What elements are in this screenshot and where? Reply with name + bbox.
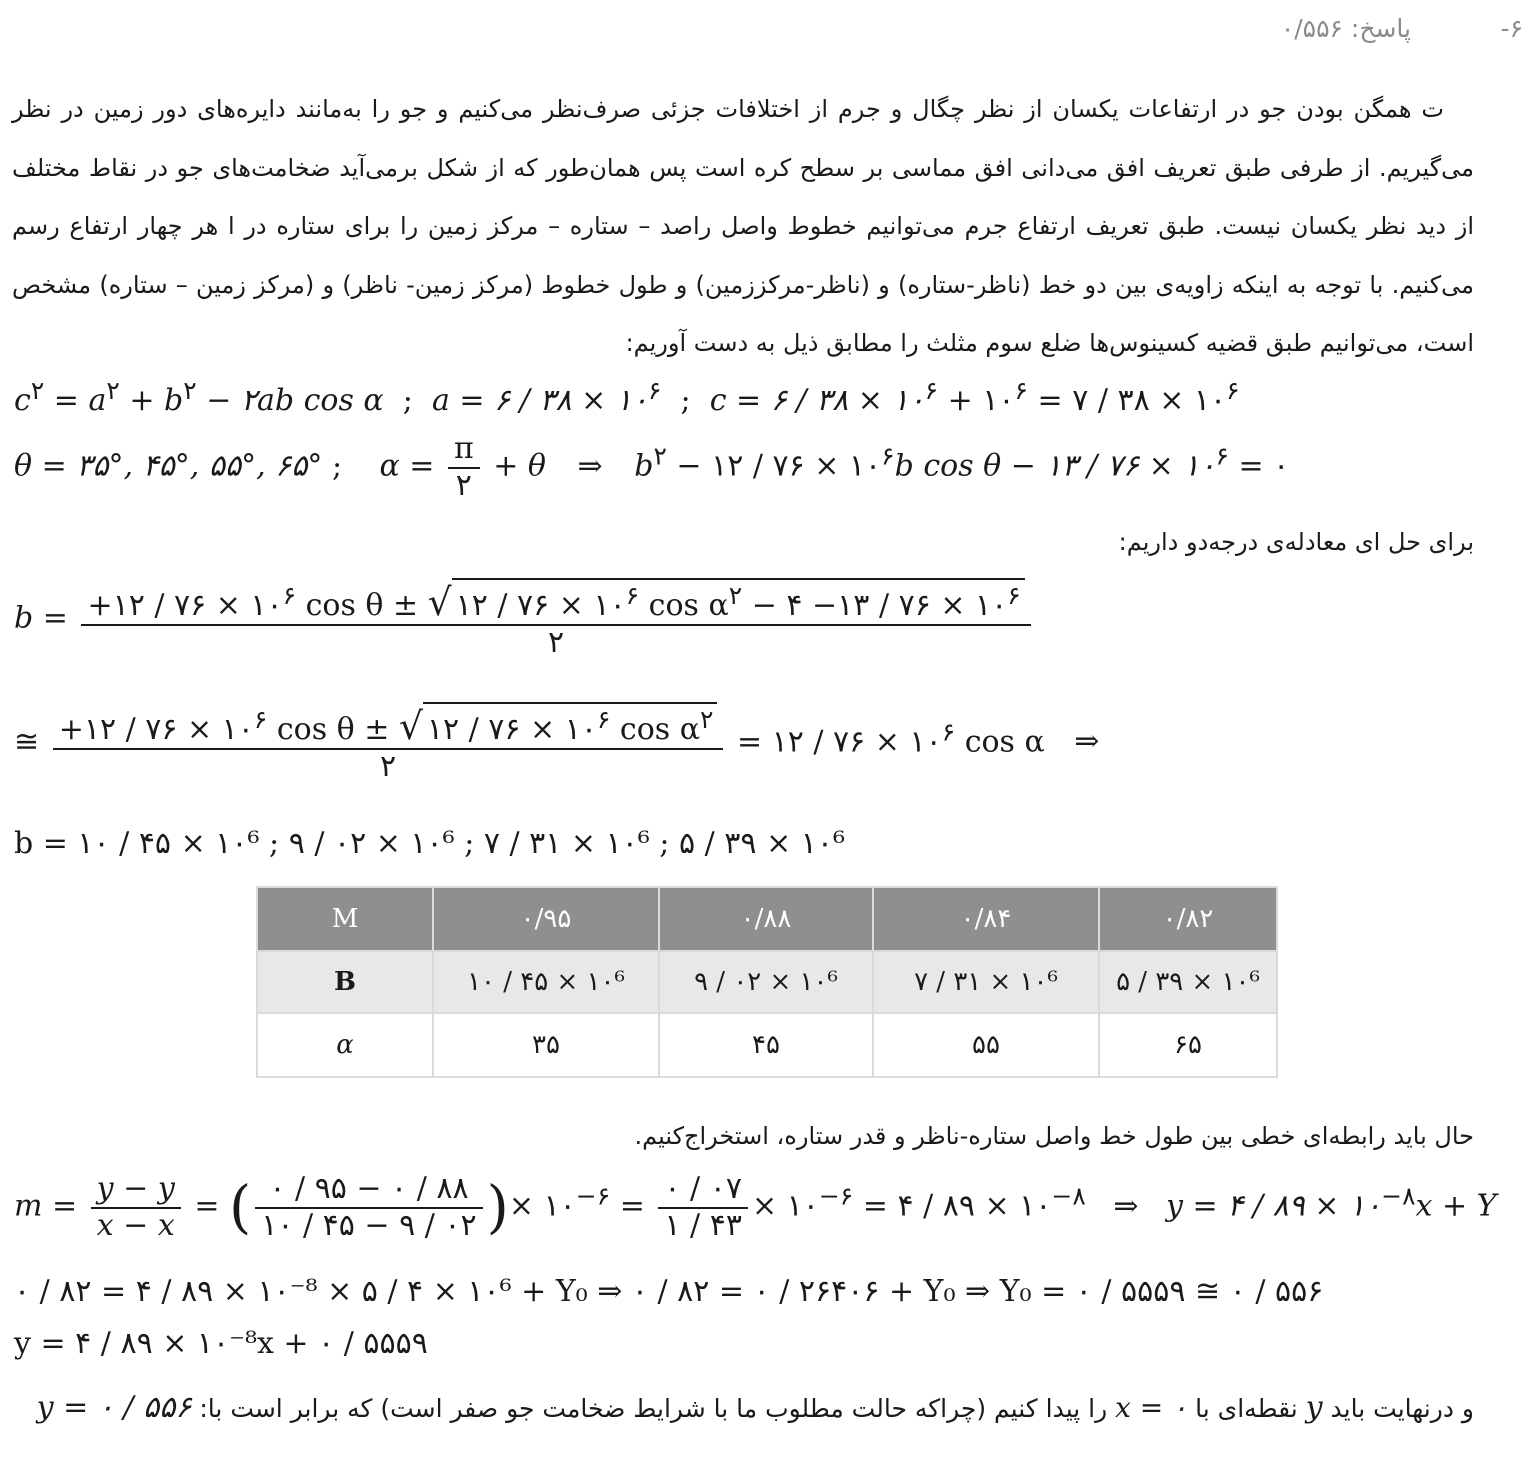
equation-slope — [14, 1172, 1496, 1243]
table-header-cell: ۰/۸۲ — [1099, 887, 1277, 951]
table-cell: ۴۵ — [659, 1013, 873, 1077]
table-cell: ۱۰ / ۴۵ × ۱۰⁶ — [433, 951, 659, 1013]
eq6-y: y = ۴ / ۸۹ × ۱۰ — [1166, 1188, 1382, 1224]
eq3-exp: ۶ — [282, 581, 297, 610]
eq2-exp: ۶ — [881, 441, 895, 471]
eq6-frac1-num: y − y — [91, 1172, 181, 1209]
eq1-lhs: c — [14, 383, 31, 418]
eq6-arrow: ⇒ — [1113, 1188, 1139, 1224]
eq2-plus-theta: + θ — [493, 448, 546, 484]
eq3-exp: ۶ — [625, 581, 640, 610]
eq4-frac — [53, 702, 724, 785]
eq6-frac1 — [91, 1172, 181, 1243]
intro-text: ت همگن بودن جو در ارتفاعات یکسان از نظر چگال و جرم از اختلافات جزئی صرف‌نظر می‌کنیم و جو را به‌مانند دایره‌های دور زمین در نظر می‌گیریم. از طرفی طبق تعریف افق می‌دانی افق مماسی بر سطح کره است پس همان‌طور که از شکل برمی‌آید ضخامت‌های جو در نقاط مختلف از دید نظر یکسان نیست. طبق تعریف ارتفاع جرم می‌توانیم خطوط واصل راصد – ستاره – مرکز زمین را برای ستاره در ا هر چهار ارتفاع رسم می‌کنیم. با توجه به اینکه زاویه‌ی بین دو خط (ناظر-ستاره) و (ناظر-مرکززمین) و طول خطوط (مرکز زمین- ناظر) و (مرکز زمین – ستاره) مشخص است، می‌توانیم طبق قضیه کسینوس‌ها ضلع سوم مثلث را مطابق ذیل به دست آوریم: — [12, 95, 1474, 358]
linear-intro: حال باید رابطه‌ای خطی بین طول خط واصل ستاره-ناظر و قدر ستاره، استخراج‌کنیم. — [634, 1122, 1474, 1150]
eq2-pi: π — [448, 432, 480, 469]
final-part2: نقطه‌ای با — [1187, 1394, 1306, 1423]
eq4-root-inner: ۱۲ / ۷۶ × ۱۰ — [426, 712, 597, 747]
eq6-exp: −۶ — [575, 1181, 611, 1211]
table-header-row — [257, 887, 1277, 951]
eq4-numerator — [53, 702, 724, 750]
eq6-frac3-den: ۱ / ۴۳ — [664, 1207, 742, 1243]
eq3-cos-theta: cos θ ± — [296, 588, 419, 623]
eq1-exp: ۲ — [183, 376, 197, 405]
eq6-frac2-den: ۱۰ / ۴۵ − ۹ / ۰۲ — [261, 1207, 477, 1243]
eq4-cos-alpha-2: cos α — [955, 724, 1045, 760]
eq4-cos-alpha: cos α — [610, 712, 700, 747]
eq1-a: = a — [53, 383, 107, 418]
table-row — [257, 1013, 1277, 1077]
table-header-cell: ۰/۸۴ — [873, 887, 1099, 951]
eq2-const: b cos θ − ۱۳ / ۷۶ × ۱۰ — [894, 448, 1216, 484]
intro-paragraph — [12, 80, 1474, 373]
table-cell: ۳۵ — [433, 1013, 659, 1077]
eq3-exp: ۶ — [1007, 581, 1021, 610]
eq4-cos-theta: cos θ ± — [267, 712, 390, 747]
eq2-arrow: ⇒ — [577, 448, 603, 484]
radical-icon: √ — [398, 704, 423, 748]
eq2-zero: = ۰ — [1228, 448, 1290, 484]
eq6-exp: −۸ — [1381, 1181, 1416, 1211]
eq6-x-plus: x + Y — [1415, 1188, 1497, 1224]
eq3-num-left: +۱۲ / ۷۶ × ۱۰ — [87, 588, 283, 623]
eq1-sep: ; — [383, 383, 432, 418]
eq4-approx: ≅ — [14, 724, 40, 760]
eq1-cos-term: − ۲ab cos α — [196, 383, 384, 418]
eq1-exp: ۶ — [1014, 376, 1028, 405]
eq2-theta: θ = ۳۵°, ۴۵°, ۵۵°, ۶۵° — [14, 448, 323, 484]
eq1-plus-ten: + ۱۰ — [938, 383, 1015, 418]
equation-cosine-law — [14, 376, 1240, 418]
eq2-exp: ۶ — [1215, 441, 1229, 471]
eq2-two: ۲ — [455, 467, 472, 503]
eq6-times: × ۱۰ — [751, 1188, 819, 1224]
eq3-b: b = — [14, 600, 68, 636]
final-part3: را پیدا کنیم (چراکه حالت مطلوب ما با شرایط ضخامت جو صفر است) که برابر است با: — [191, 1394, 1116, 1423]
values-table — [256, 886, 1278, 1078]
table-row-label: B — [257, 951, 433, 1013]
eq6-frac3 — [658, 1172, 748, 1243]
final-y: y — [1305, 1390, 1323, 1425]
final-part1: و درنهایت باید — [1322, 1394, 1474, 1423]
quadratic-intro: برای حل ای معادله‌ی درجه‌دو داریم: — [1118, 528, 1474, 556]
table-cell: ۶۵ — [1099, 1013, 1277, 1077]
left-paren-icon: ( — [229, 1174, 252, 1241]
table-row — [257, 951, 1277, 1013]
eq4-exp: ۶ — [941, 717, 956, 747]
eq1-a-value: a = ۶ / ۳۸ × ۱۰ — [431, 383, 648, 418]
eq2-b: b — [634, 448, 654, 484]
eq1-sep: ; — [661, 383, 710, 418]
eq6-exp: −۶ — [818, 1181, 854, 1211]
answer-label: پاسخ: ۰/۵۵۶ — [1280, 14, 1411, 43]
equation-approx — [14, 702, 1099, 785]
eq6-times: × ۱۰ — [508, 1188, 576, 1224]
eq3-denominator: ۲ — [548, 625, 565, 661]
eq3-frac — [81, 578, 1030, 661]
eq2-coef: − ۱۲ / ۷۶ × ۱۰ — [666, 448, 882, 484]
eq1-exp: ۶ — [1226, 376, 1240, 405]
eq4-num-left: +۱۲ / ۷۶ × ۱۰ — [58, 712, 254, 747]
eq6-eq: = — [619, 1188, 645, 1224]
eq3-root-inner: ۱۲ / ۷۶ × ۱۰ — [455, 588, 626, 623]
eq4-exp: ۶ — [253, 705, 268, 734]
eq3-minus-four: − ۴ −۱۳ / ۷۶ × ۱۰ — [751, 588, 1008, 623]
table-row-label: α — [257, 1013, 433, 1077]
eq6-frac2 — [255, 1172, 482, 1243]
eq3-exp: ۲ — [728, 581, 743, 610]
equation-intercept: ۰ / ۸۲ = ۴ / ۸۹ × ۱۰⁻⁸ × ۵ / ۴ × ۱۰⁶ + Y₀ ⇒ ۰ / ۸۲ = ۰ / ۲۶۴۰۶ + Y₀ ⇒ Y₀ = ۰ / ۵۵۵۹ ≅ ۰ / ۵۵۶ — [14, 1274, 1324, 1309]
table-cell: ۷ / ۳۱ × ۱۰⁶ — [873, 951, 1099, 1013]
eq2-alpha: α = — [379, 448, 435, 484]
eq3-sqrt — [452, 578, 1025, 624]
eq2-exp: ۲ — [653, 441, 667, 471]
equation-b-formula — [14, 578, 1035, 661]
eq6-frac1-den: x − x — [96, 1207, 175, 1243]
eq6-result: = ۴ / ۸۹ × ۱۰ — [862, 1188, 1052, 1224]
table-cell: ۵ / ۳۹ × ۱۰⁶ — [1099, 951, 1277, 1013]
eq4-result: = ۱۲ / ۷۶ × ۱۰ — [736, 724, 942, 760]
equation-line: y = ۴ / ۸۹ × ۱۰⁻⁸x + ۰ / ۵۵۵۹ — [14, 1326, 428, 1361]
eq4-denominator: ۲ — [379, 749, 397, 785]
table-cell: ۹ / ۰۲ × ۱۰⁶ — [659, 951, 873, 1013]
eq3-numerator — [81, 578, 1030, 626]
eq1-c-value: c = ۶ / ۳۸ × ۱۰ — [709, 383, 925, 418]
eq6-frac2-num: ۰ / ۹۵ − ۰ / ۸۸ — [255, 1172, 482, 1209]
eq2-spacer: ; — [331, 448, 343, 484]
eq1-exp: ۲ — [30, 376, 45, 405]
eq4-exp: ۶ — [596, 705, 611, 734]
eq4-sqrt — [423, 702, 718, 748]
eq1-exp: ۶ — [924, 376, 939, 405]
eq1-equals: = ۷ / ۳۸ × ۱۰ — [1027, 383, 1227, 418]
right-paren-icon: ) — [486, 1174, 509, 1241]
radical-icon: √ — [427, 580, 452, 624]
eq2-pi-frac — [448, 432, 480, 503]
eq1-exp: ۲ — [106, 376, 120, 405]
eq6-eq: = — [194, 1188, 220, 1224]
equation-b-values: b = ۱۰ / ۴۵ × ۱۰⁶ ; ۹ / ۰۲ × ۱۰⁶ ; ۷ / ۳۱ × ۱۰⁶ ; ۵ / ۳۹ × ۱۰⁶ — [14, 826, 845, 861]
final-x-zero: x = ۰ — [1115, 1391, 1188, 1424]
equation-quadratic — [14, 432, 1289, 503]
problem-number: ۶- — [1500, 14, 1523, 43]
problem-header — [923, 8, 1523, 48]
final-answer: y = ۰ / ۵۵۶ — [36, 1390, 192, 1425]
eq6-m: m = — [14, 1188, 78, 1224]
table-header-cell: ۰/۹۵ — [433, 887, 659, 951]
eq1-exp: ۶ — [648, 376, 662, 405]
eq3-cos-alpha: cos α — [639, 588, 729, 623]
eq4-arrow: ⇒ — [1074, 724, 1100, 760]
eq6-exp: −۸ — [1051, 1181, 1086, 1211]
final-line — [37, 1390, 1474, 1425]
eq1-b: + b — [119, 383, 184, 418]
table-header-cell: M — [257, 887, 433, 951]
eq4-exp: ۲ — [699, 705, 714, 734]
table-header-cell: ۰/۸۸ — [659, 887, 873, 951]
table-cell: ۵۵ — [873, 1013, 1099, 1077]
eq6-frac3-num: ۰ / ۰۷ — [658, 1172, 748, 1209]
